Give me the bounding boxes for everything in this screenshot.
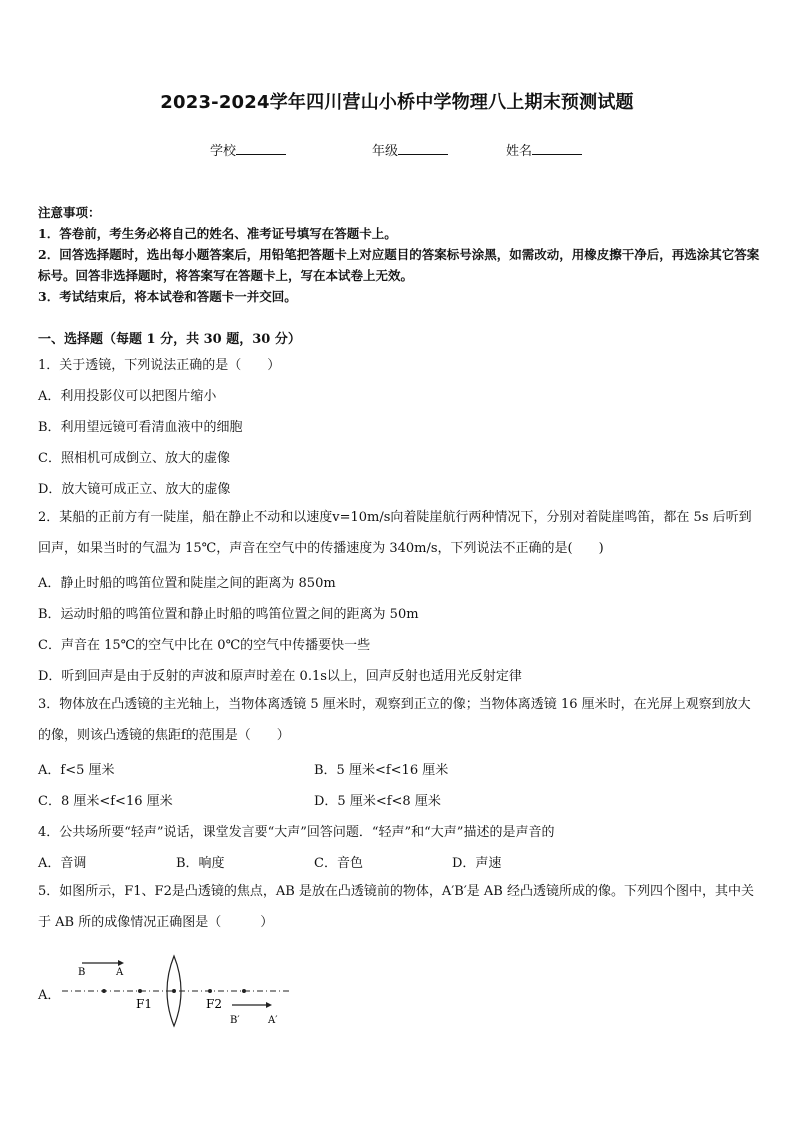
notice-item: 2．回答选择题时，选出每小题答案后，用铅笔把答题卡上对应题目的答案标号涂黑，如需改动，用橡皮擦干净后，再选涂其它答案标号。回答非选择题时，将答案写在答题卡上，写在本试卷上无效。 <box>38 247 760 283</box>
option[interactable]: B．利用望远镜可看清血液中的细胞 <box>38 420 243 435</box>
option[interactable]: B．运动时船的鸣笛位置和静止时船的鸣笛位置之间的距离为 50m <box>38 607 419 622</box>
school-field <box>210 140 286 159</box>
option[interactable]: D．5 厘米<f<8 厘米 <box>314 794 441 809</box>
label-f2: F2 <box>206 997 222 1011</box>
option[interactable]: D．放大镜可成正立、放大的虚像 <box>38 482 231 497</box>
section-heading: 一、选择题（每题 1 分，共 30 题，30 分） <box>38 332 301 347</box>
question-stem: 3．物体放在凸透镜的主光轴上，当物体离透镜 5 厘米时，观察到正立的像；当物体离透镜 16 厘米时，在光屏上观察到放大的像，则该凸透镜的焦距f的范围是（ ） <box>38 697 751 743</box>
focus-point-f2 <box>208 989 212 993</box>
grade-field <box>372 140 448 159</box>
label-b: B <box>78 967 86 978</box>
image-arrowhead <box>266 1002 272 1008</box>
option[interactable]: A．音调 <box>38 856 87 871</box>
option[interactable]: C．音色 <box>314 856 363 871</box>
option[interactable]: C．声音在 15℃的空气中比在 0℃的空气中传播要快一些 <box>38 638 371 653</box>
object-arrowhead <box>118 960 124 966</box>
label-a: A <box>116 967 124 978</box>
option[interactable]: A．利用投影仪可以把图片缩小 <box>38 389 217 404</box>
label-a-prime: A′ <box>268 1015 278 1026</box>
name-field <box>506 140 582 159</box>
option[interactable]: D．声速 <box>452 856 502 871</box>
option[interactable]: C．照相机可成倒立、放大的虚像 <box>38 451 230 466</box>
grade-blank[interactable] <box>398 142 448 155</box>
option[interactable]: A．f<5 厘米 <box>38 763 115 778</box>
option[interactable]: C．8 厘米<f<16 厘米 <box>38 794 173 809</box>
option[interactable]: B．5 厘米<f<16 厘米 <box>314 763 449 778</box>
grade-label: 年级 <box>372 144 399 159</box>
question-stem: 1．关于透镜，下列说法正确的是（ ） <box>38 358 281 373</box>
notice-item: 3．考试结束后，将本试卷和答题卡一并交回。 <box>38 289 297 304</box>
option[interactable]: B．响度 <box>176 856 225 871</box>
question-stem: 2．某船的正前方有一陡崖，船在静止不动和以速度v=10m/s向着陡崖航行两种情况下，分别对着陡崖鸣笛，都在 5s 后听到回声，如果当时的气温为 15℃，声音在空气中的传播速度为 340m/s，下列说法不正确的是( ) <box>38 510 752 556</box>
name-label: 姓名 <box>506 144 533 159</box>
school-label: 学校 <box>210 144 237 159</box>
page-title: 2023-2024学年四川营山小桥中学物理八上期末预测试题 <box>160 92 634 113</box>
lens-center <box>172 989 176 993</box>
lens-diagram <box>60 950 300 1030</box>
notice-item: 1．答卷前，考生务必将自己的姓名、准考证号填写在答题卡上。 <box>38 226 397 241</box>
point-marker <box>102 989 106 993</box>
point-marker <box>242 989 246 993</box>
option[interactable]: D．听到回声是由于反射的声波和原声时差在 0.1s以上，回声反射也适用光反射定律 <box>38 669 522 684</box>
notice-header: 注意事项： <box>38 205 101 220</box>
option[interactable]: A．静止时船的鸣笛位置和陡崖之间的距离为 850m <box>38 576 336 591</box>
option-label[interactable]: A． <box>38 988 61 1003</box>
focus-point-f1 <box>138 989 142 993</box>
school-blank[interactable] <box>236 142 286 155</box>
question-stem: 4．公共场所要“轻声”说话，课堂发言要“大声”回答问题．“轻声”和“大声”描述的是声音的 <box>38 825 555 840</box>
label-b-prime: B′ <box>230 1015 240 1026</box>
label-f1: F1 <box>136 997 152 1011</box>
question-stem: 5．如图所示，F1、F2是凸透镜的焦点，AB 是放在凸透镜前的物体，A′B′是 AB 经凸透镜所成的像。下列四个图中，其中关于 AB 所的成像情况正确图是（ ） <box>38 884 754 930</box>
name-blank[interactable] <box>532 142 582 155</box>
